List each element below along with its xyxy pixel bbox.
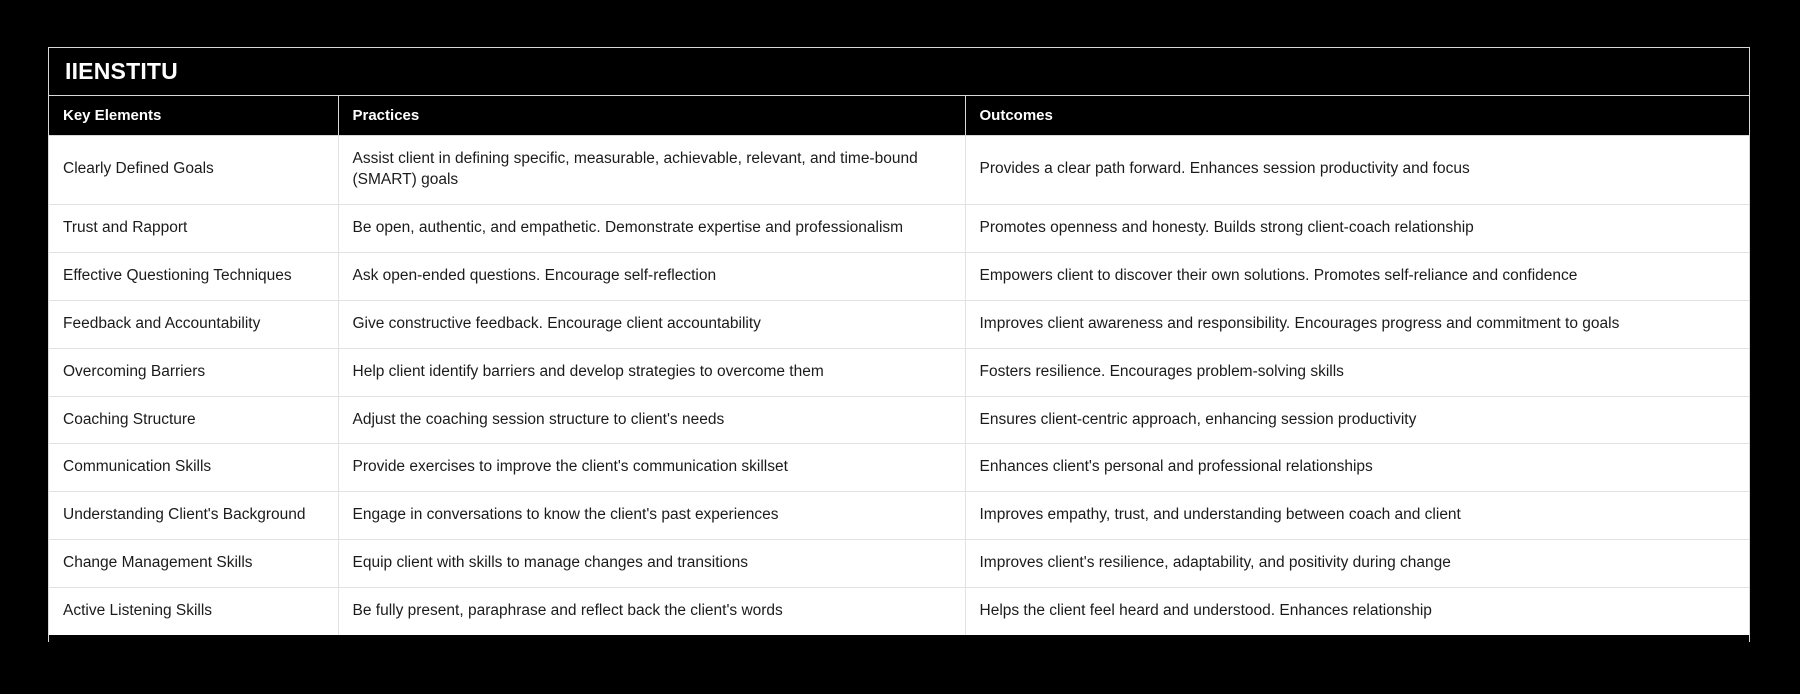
coaching-elements-table [49,96,1749,635]
column-header-practices: Practices [338,96,965,136]
cell-practice: Provide exercises to improve the client's communication skillset [338,444,965,492]
cell-outcome: Improves client's resilience, adaptability, and positivity during change [965,540,1749,588]
cell-key-element: Clearly Defined Goals [49,136,338,205]
coaching-table-panel [48,47,1750,642]
table-row [49,492,1749,540]
cell-outcome: Provides a clear path forward. Enhances session productivity and focus [965,136,1749,205]
table-head [49,96,1749,136]
cell-practice: Engage in conversations to know the client's past experiences [338,492,965,540]
table-row [49,136,1749,205]
table-row [49,300,1749,348]
cell-practice: Give constructive feedback. Encourage client accountability [338,300,965,348]
column-header-outcomes: Outcomes [965,96,1749,136]
cell-key-element: Coaching Structure [49,396,338,444]
table-row [49,396,1749,444]
cell-key-element: Feedback and Accountability [49,300,338,348]
cell-outcome: Improves client awareness and responsibility. Encourages progress and commitment to goals [965,300,1749,348]
table-header-row [49,96,1749,136]
cell-practice: Help client identify barriers and develop strategies to overcome them [338,348,965,396]
cell-outcome: Helps the client feel heard and understood. Enhances relationship [965,588,1749,635]
cell-key-element: Trust and Rapport [49,204,338,252]
table-row [49,252,1749,300]
cell-practice: Assist client in defining specific, measurable, achievable, relevant, and time-bound (SMART) goals [338,136,965,205]
cell-outcome: Enhances client's personal and professional relationships [965,444,1749,492]
table-body [49,136,1749,636]
cell-practice: Adjust the coaching session structure to client's needs [338,396,965,444]
cell-key-element: Communication Skills [49,444,338,492]
cell-outcome: Promotes openness and honesty. Builds strong client-coach relationship [965,204,1749,252]
brand-header [49,48,1749,96]
column-header-key-elements: Key Elements [49,96,338,136]
cell-key-element: Active Listening Skills [49,588,338,635]
cell-outcome: Ensures client-centric approach, enhancing session productivity [965,396,1749,444]
cell-key-element: Understanding Client's Background [49,492,338,540]
cell-outcome: Empowers client to discover their own solutions. Promotes self-reliance and confidence [965,252,1749,300]
cell-practice: Equip client with skills to manage changes and transitions [338,540,965,588]
cell-outcome: Improves empathy, trust, and understanding between coach and client [965,492,1749,540]
cell-practice: Be open, authentic, and empathetic. Demonstrate expertise and professionalism [338,204,965,252]
cell-practice: Ask open-ended questions. Encourage self-reflection [338,252,965,300]
cell-key-element: Change Management Skills [49,540,338,588]
cell-practice: Be fully present, paraphrase and reflect back the client's words [338,588,965,635]
table-row [49,540,1749,588]
table-row [49,444,1749,492]
table-row [49,588,1749,635]
brand-title: IIENSTITU [65,58,178,84]
cell-key-element: Effective Questioning Techniques [49,252,338,300]
table-row [49,204,1749,252]
cell-outcome: Fosters resilience. Encourages problem-solving skills [965,348,1749,396]
cell-key-element: Overcoming Barriers [49,348,338,396]
table-row [49,348,1749,396]
